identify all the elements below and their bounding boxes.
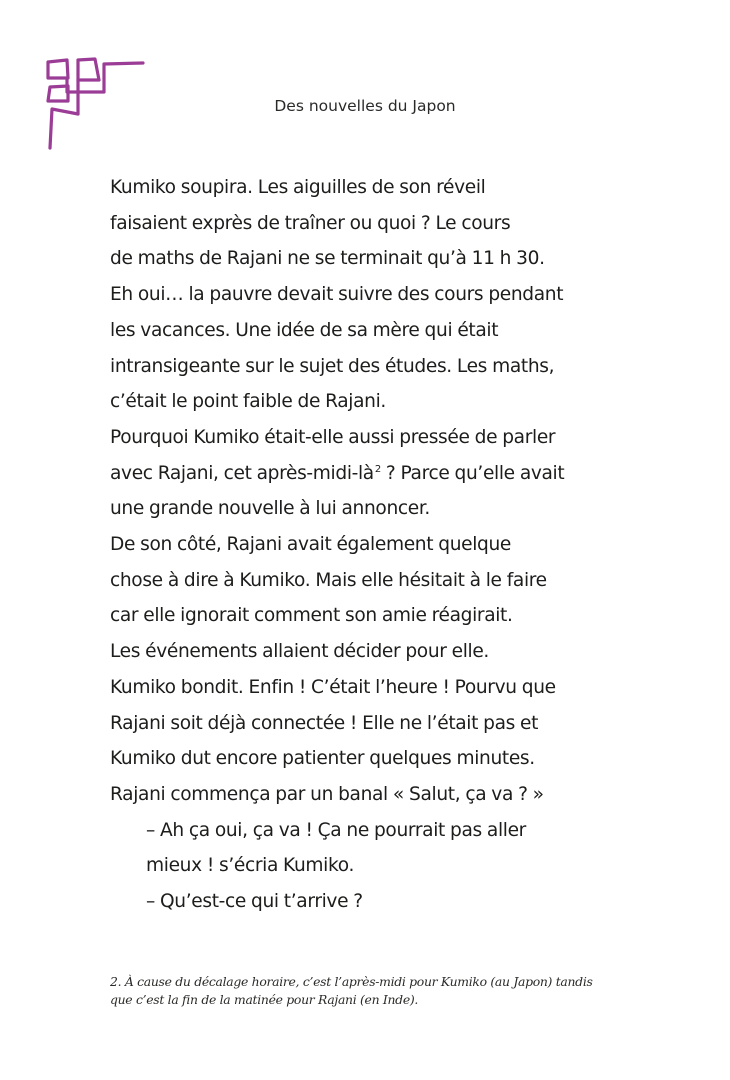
text-line-with-note <box>110 456 630 492</box>
text-line: Rajani commença par un banal « Salut, ça va ? » <box>110 783 544 805</box>
text-line: Les événements allaient décider pour elle. <box>110 641 489 663</box>
text-line: Pourquoi Kumiko était-elle aussi pressée de parler <box>110 426 556 448</box>
text-line: Kumiko bondit. Enfin ! C’était l’heure ! Pourvu que <box>110 676 556 698</box>
text-line: Kumiko dut encore patienter quelques minutes. <box>110 748 535 770</box>
text-line: chose à dire à Kumiko. Mais elle hésitait à le faire <box>110 569 547 591</box>
footnote <box>110 973 650 1009</box>
text-line: faisaient exprès de traîner ou quoi ? Le cours <box>110 212 511 234</box>
text-line: Kumiko soupira. Les aiguilles de son réveil <box>110 177 486 198</box>
text-line: Eh oui… la pauvre devait suivre des cours pendant <box>110 284 564 306</box>
text-line: une grande nouvelle à lui annoncer. <box>110 498 430 520</box>
text-line: De son côté, Rajani avait également quelque <box>110 534 512 556</box>
running-head: Des nouvelles du Japon <box>274 97 456 115</box>
text-line: c’était le point faible de Rajani. <box>110 391 386 413</box>
text-line: de maths de Rajani ne se terminait qu’à 11 h 30. <box>110 248 545 270</box>
dialogue-line: – Ah ça oui, ça va ! Ça ne pourrait pas aller <box>146 819 526 841</box>
footnote-line: 2. À cause du décalage horaire, c’est l’après-midi pour Kumiko (au Japon) tandis <box>110 974 593 989</box>
text-line: les vacances. Une idée de sa mère qui était <box>110 319 499 341</box>
text-line: intransigeante sur le sujet des études. Les maths, <box>110 355 555 377</box>
text-fragment: avec Rajani, cet après-midi-là <box>110 462 374 484</box>
footnote-line: que c’est la fin de la matinée pour Rajani (en Inde). <box>110 992 419 1007</box>
text-line: car elle ignorait comment son amie réagirait. <box>110 605 513 627</box>
dialogue-line: mieux ! s’écria Kumiko. <box>146 855 355 877</box>
text-line: Rajani soit déjà connectée ! Elle ne l’était pas et <box>110 712 539 734</box>
dialogue-line: – Qu’est-ce qui t’arrive ? <box>146 891 363 913</box>
story-text <box>110 170 630 920</box>
text-fragment: ? Parce qu’elle avait <box>380 462 565 484</box>
footnote-reference[interactable]: 2 <box>374 463 381 475</box>
